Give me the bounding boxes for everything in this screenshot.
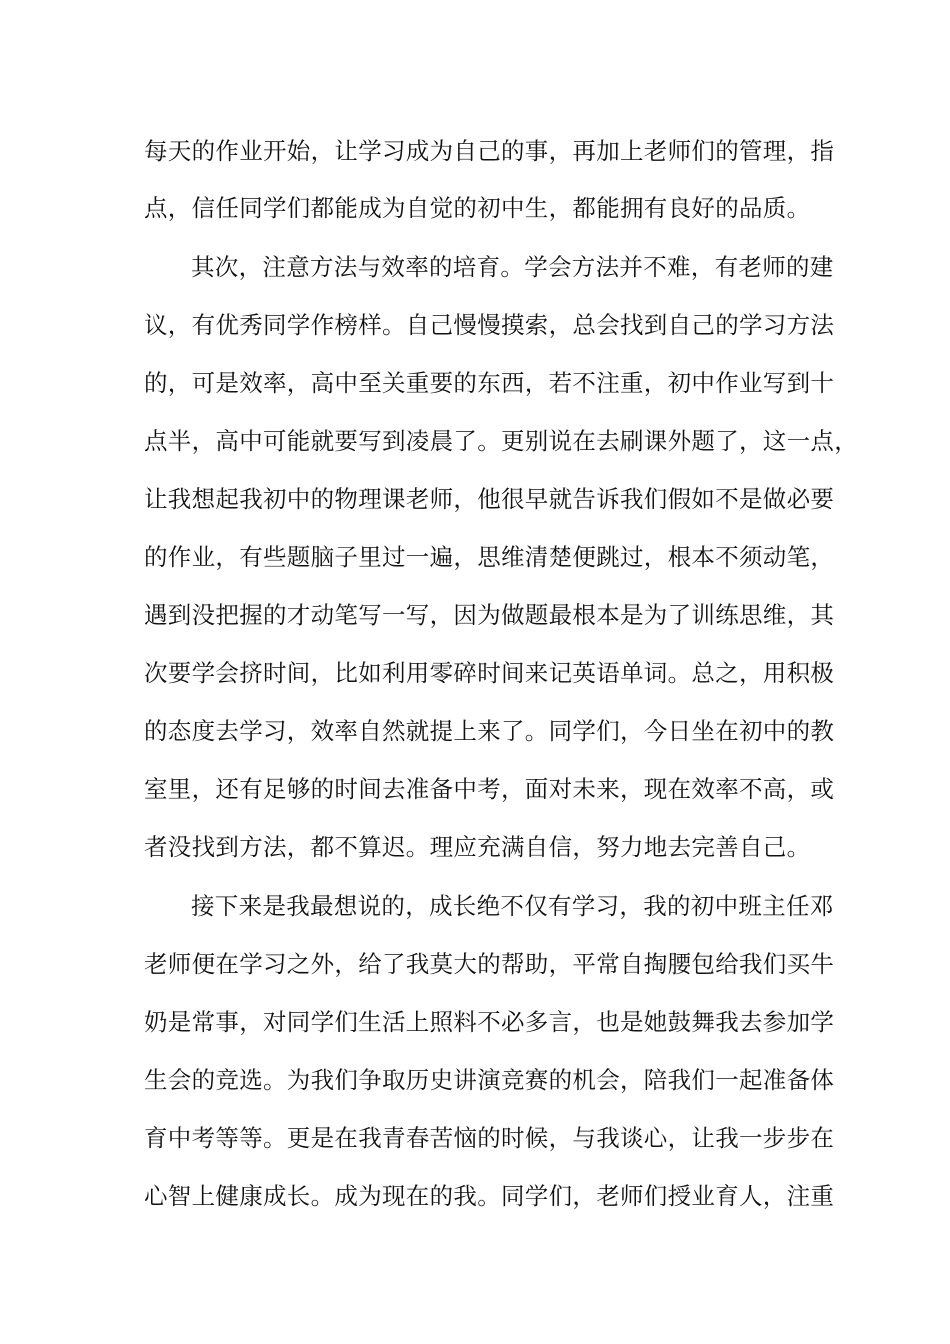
- text-line: 老师便在学习之外，给了我莫大的帮助，平常自掏腰包给我们买牛: [144, 950, 835, 978]
- text-line: 生会的竞选。为我们争取历史讲演竞赛的机会，陪我们一起准备体: [144, 1066, 835, 1094]
- text-line: 遇到没把握的才动笔写一写，因为做题最根本是为了训练思维，其: [144, 601, 835, 629]
- text-line: 室里，还有足够的时间去准备中考，面对未来，现在效率不高，或: [144, 775, 835, 803]
- text-line: 的态度去学习，效率自然就提上来了。同学们，今日坐在初中的教: [144, 717, 835, 745]
- text-line: 者没找到方法，都不算迟。理应充满自信，努力地去完善自己。: [144, 833, 811, 861]
- text-line: 的，可是效率，高中至关重要的东西，若不注重，初中作业写到十: [144, 369, 835, 397]
- text-line: 每天的作业开始，让学习成为自己的事，再加上老师们的管理，指: [144, 137, 835, 165]
- paragraph-first-line: 其次，注意方法与效率的培育。学会方法并不难，有老师的建: [191, 253, 834, 281]
- text-line: 的作业，有些题脑子里过一遍，思维清楚便跳过，根本不须动笔，: [144, 543, 835, 571]
- text-line: 心智上健康成长。成为现在的我。同学们，老师们授业育人，注重: [144, 1182, 835, 1210]
- text-line: 奶是常事，对同学们生活上照料不必多言，也是她鼓舞我去参加学: [144, 1008, 835, 1036]
- text-line: 议，有优秀同学作榜样。自己慢慢摸索，总会找到自己的学习方法: [144, 311, 835, 339]
- paragraph-first-line: 接下来是我最想说的，成长绝不仅有学习，我的初中班主任邓: [191, 892, 834, 920]
- text-line: 点半，高中可能就要写到凌晨了。更别说在去刷课外题了，这一点，: [144, 427, 858, 455]
- text-line: 让我想起我初中的物理课老师，他很早就告诉我们假如不是做必要: [144, 485, 835, 513]
- text-line: 点，信任同学们都能成为自觉的初中生，都能拥有良好的品质。: [144, 194, 811, 222]
- text-line: 育中考等等。更是在我青春苦恼的时候，与我谈心，让我一步步在: [144, 1124, 835, 1152]
- text-line: 次要学会挤时间，比如利用零碎时间来记英语单词。总之，用积极: [144, 659, 835, 687]
